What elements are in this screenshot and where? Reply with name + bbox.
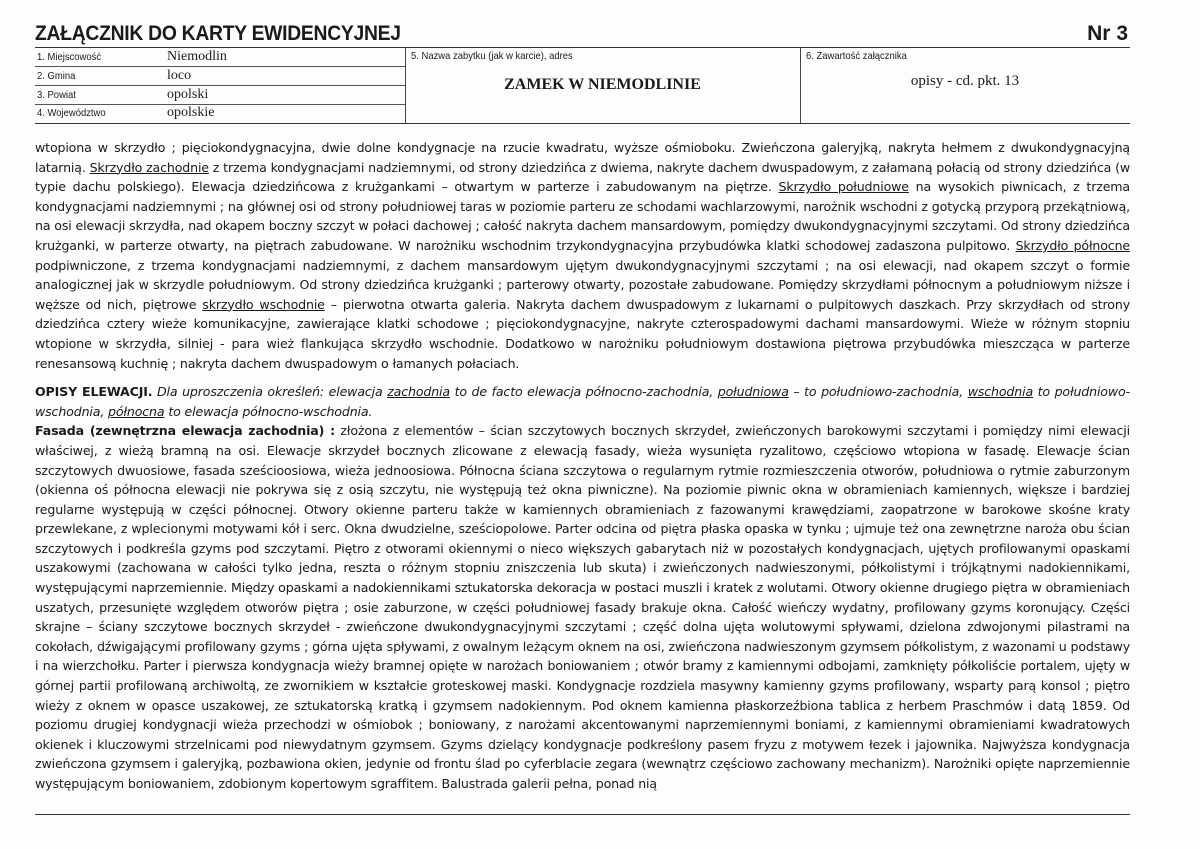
text-segment: podpiwniczone, z trzema kondygnacjami nadziemnymi, z dachem mansardowym ujętym dwukondygnacyjnymi szczytami ; na osi elewacji, nad okapem szczyt o formie analogicznej jak w skrzydle południowym. Od strony dziedzińca krużganki ; parterowy otwarty, pozostałe zabudowane. Pomiędzy skrzydłami północnym a południowym niższe i węższe od nich, piętrowe	[35, 257, 1130, 312]
text-segment: – pierwotna otwarta galeria. Nakryta dachem dwuspadowym z lukarnami o pulpitowych daszkach. Przy skrzydłach od strony dziedzińca cztery wieże komunikacyjne, zawierające klatki schodowe ; pięciokondygnacyjne, nakryte czterospadowymi dachami mansardowymi. Wieże w różnym stopniu wtopione w skrzydła, silniej - para wież flankująca skrzydło wschodnie. Dodatkowo w narożniku południowym dostawiona piętrowa przybudówka mieszcząca w parterze renesansową kuchnię ; nakryta dachem dwuspadowym o łamanych połaciach.	[35, 296, 1130, 371]
bottom-rule	[35, 814, 1130, 815]
underlined-term: wschodnia	[967, 384, 1034, 400]
text-segment: – to południowo-zachodnia,	[788, 384, 968, 400]
field-value: Niemodlin	[167, 49, 227, 64]
facade-description-paragraph	[35, 421, 1130, 793]
field-wojewodztwo	[35, 104, 405, 122]
field-label: 4. Województwo	[37, 107, 106, 119]
field-value: opolskie	[167, 105, 215, 120]
text-segment: złożona z elementów – ścian szczytowych bocznych skrzydeł, zwieńczonych barokowymi szczytami i pomiędzy nimi elewacji właściwej, z wieżą bramną na osi. Elewacje skrzydeł bocznych zlicowane z elewacją fasady, wieża wysunięta ryzalitowo, częściowo wtopiona w fasadę. Elewacje ścian szczytowych dwuosiowe, fasada sześcioosiowa, wieża jednoosiowa. Północna ściana szczytowa o regularnym rytmie rozmieszczenia otworów, południowa o rytmie zaburzonym (okienna oś północna elewacji nie pokrywa się z osią szczytu, nie występują też okna piwniczne). Na poziomie piwnic okna w obramieniach kamiennych, większe i bardziej regularne występują w części północnej. Otwory okienne parteru także w kamiennych obramieniach z fazowanymi krawędziami, zaopatrzone w barokowe skośne kraty przewlekane, z wplecionymi motywami kół i serc. Okna dwudzielne, sześciopolowe. Parter odcina od piętra płaska opaska w tynku ; ujmuje też ona zewnętrzne naroża obu ścian szczytowych i podkreśla gzyms pod szczytami. Piętro z otworami okiennymi o nieco większych gabarytach niż w pozostałych kondygnacjach, ujętych profilowanymi opaskami uszakowymi (zachowana w całości tylko jedna, reszta o różnym stopniu zniszczenia lub skuta) i zwieńczonych nadwieszonymi, półkolistymi i trójkątnymi nadokiennikami, występującymi naprzemiennie. Między opaskami a nadokiennikami sztukatorska dekoracja w postaci muszli i kratek z wolutami. Otwory okienne drugiego piętra w obramieniach uszatych, przesunięte względem otworów piętra ; osie zaburzone, w części południowej fasady brakuje okna. Całość wieńczy wydatny, profilowany gzyms koronujący. Części skrajne – ściany szczytowe bocznych skrzydeł - zwieńczone dwukondygnacyjnymi szczytami ; część dolna ujęta wolutowymi spływami, dzielona zdwojonymi pilastrami na cokołach, dźwigającymi profilowany gzyms ; górna ujęta spływami, z owalnym leżącym oknem na osi, zwieńczona nadwieszonym gzymsem półkolistym, z wazonami u podstawy i na wierzchołku. Parter i pierwsza kondygnacja wieży bramnej opięte w narożach boniowaniem ; otwór bramy z kamiennymi odbojami, zamknięty półkoliście portalem, ujęty w górnej partii profilowaną archiwoltą, ze zwornikiem w kształcie groteskowej maski. Kondygnacje rozdziela masywny kamienny gzyms profilowany, wsparty parą konsol ; piętro wieży z oknem w opasce uszakowej, ze sztukatorską kratką i gzymsem nadokiennym. Pod oknem kamienna płaskorzeźbiona tablica z herbem Praschmów i datą 1859. Od poziomu drugiej kondygnacji wieża przechodzi w ośmiobok ; boniowany, z narożami akcentowanymi naprzemiennymi boniami, z kamiennymi obramieniami kwadratowych okienek i kluczowymi strzelnicami pod niewydatnym gzymsem. Gzyms dzielący kondygnacje podkreślony pasem fryzu z motywem łezek i jajownika. Najwyższa kondygnacja zwieńczona gzymsem i galeryjką, pozbawiona okien, jedynie od frontu ślad po cyferblacie zegara (wewnątrz częściowo zachowany mechanizm). Narożniki opięte naprzemiennie występującym boniowaniem, zdobionym kopertowym sgraffitem. Balustrada galerii pełna, ponad nią	[35, 423, 1131, 791]
field-label: 3. Powiat	[37, 89, 76, 101]
text-segment: wtopiona w skrzydło ; pięciokondygnacyjna, dwie dolne kondygnacje na rzucie kwadratu, wyższe ośmioboku. Zwieńczona galeryjką, nakryta hełmem z dwukondygnacyjną latarnią.	[35, 140, 1130, 175]
field-label: 2. Gmina	[37, 70, 76, 82]
location-fields	[35, 48, 406, 123]
underlined-term: Skrzydło południowe	[778, 179, 909, 195]
underlined-term: zachodnia	[387, 384, 450, 400]
monument-name-cell	[405, 48, 801, 123]
monument-name-label: 5. Nazwa zabytku (jak w karcie), adres	[411, 50, 573, 62]
field-gmina	[35, 67, 405, 86]
attachment-content-label: 6. Zawartość załącznika	[806, 50, 907, 62]
field-miejscowosc	[35, 48, 405, 67]
underlined-term: północna	[108, 403, 165, 419]
underlined-term: Skrzydło północne	[1015, 237, 1130, 253]
section-heading: OPISY ELEWACJI.	[35, 384, 153, 400]
field-powiat	[35, 86, 405, 105]
elevations-intro-paragraph	[35, 382, 1130, 421]
attachment-content: opisy - cd. pkt. 13	[910, 73, 1020, 89]
field-label: 1. Miejscowość	[37, 51, 102, 63]
attachment-number: Nr 3	[1087, 22, 1128, 45]
wings-description-paragraph	[35, 138, 1130, 373]
text-segment: to południowo-wschodnia,	[35, 384, 1130, 419]
field-value: loco	[167, 68, 192, 83]
text-segment: na wysokich piwnicach, z trzema kondygnacjami nadziemnymi ; na głównej osi od strony południowej taras w poziomie parteru ze schodami wachlarzowymi, narożnik wschodni z gotycką przyporą przekątniową, na osi elewacji skrzydła, nad okapem boczny szczyt w połaci dachowej ; całość nakryta dachem mansardowym, pomiędzy dwukondygnacyjnymi szczytami. Od strony dziedzińca krużganki, w parterze otwarty, na piętrach zabudowane. W narożniku wschodnim trzykondygnacyjna przybudówka klatki schodowej zadaszona pulpitowo.	[35, 179, 1130, 253]
attachment-content-cell	[800, 48, 1130, 123]
text-segment: to elewacja północno-wschodnia.	[164, 403, 373, 419]
underlined-term: skrzydło wschodnie	[202, 296, 325, 312]
header-table	[35, 47, 1130, 124]
text-segment: to de facto elewacja północno-zachodnia,	[449, 384, 718, 400]
field-value: opolski	[167, 87, 209, 102]
text-segment: Dla uproszczenia określeń: elewacja	[152, 384, 388, 400]
text-segment: z trzema kondygnacjami nadziemnymi, od strony dziedzińca z dwiema, nakryte dachem dwuspadowym, z załamaną połacią od strony dziedzińca (w typie dachu polskiego). Elewacja dziedzińcowa z krużgankami – otwartym w parterze i zabudowanym na piętrze.	[35, 159, 1130, 195]
underlined-term: Skrzydło zachodnie	[89, 159, 209, 175]
underlined-term: południowa	[717, 384, 789, 400]
monument-name: ZAMEK W NIEMODLINIE	[504, 76, 701, 93]
document-title: ZAŁĄCZNIK DO KARTY EWIDENCYJNEJ	[35, 22, 401, 45]
section-heading: Fasada (zewnętrzna elewacja zachodnia) :	[35, 423, 335, 439]
description-body	[35, 138, 1130, 794]
